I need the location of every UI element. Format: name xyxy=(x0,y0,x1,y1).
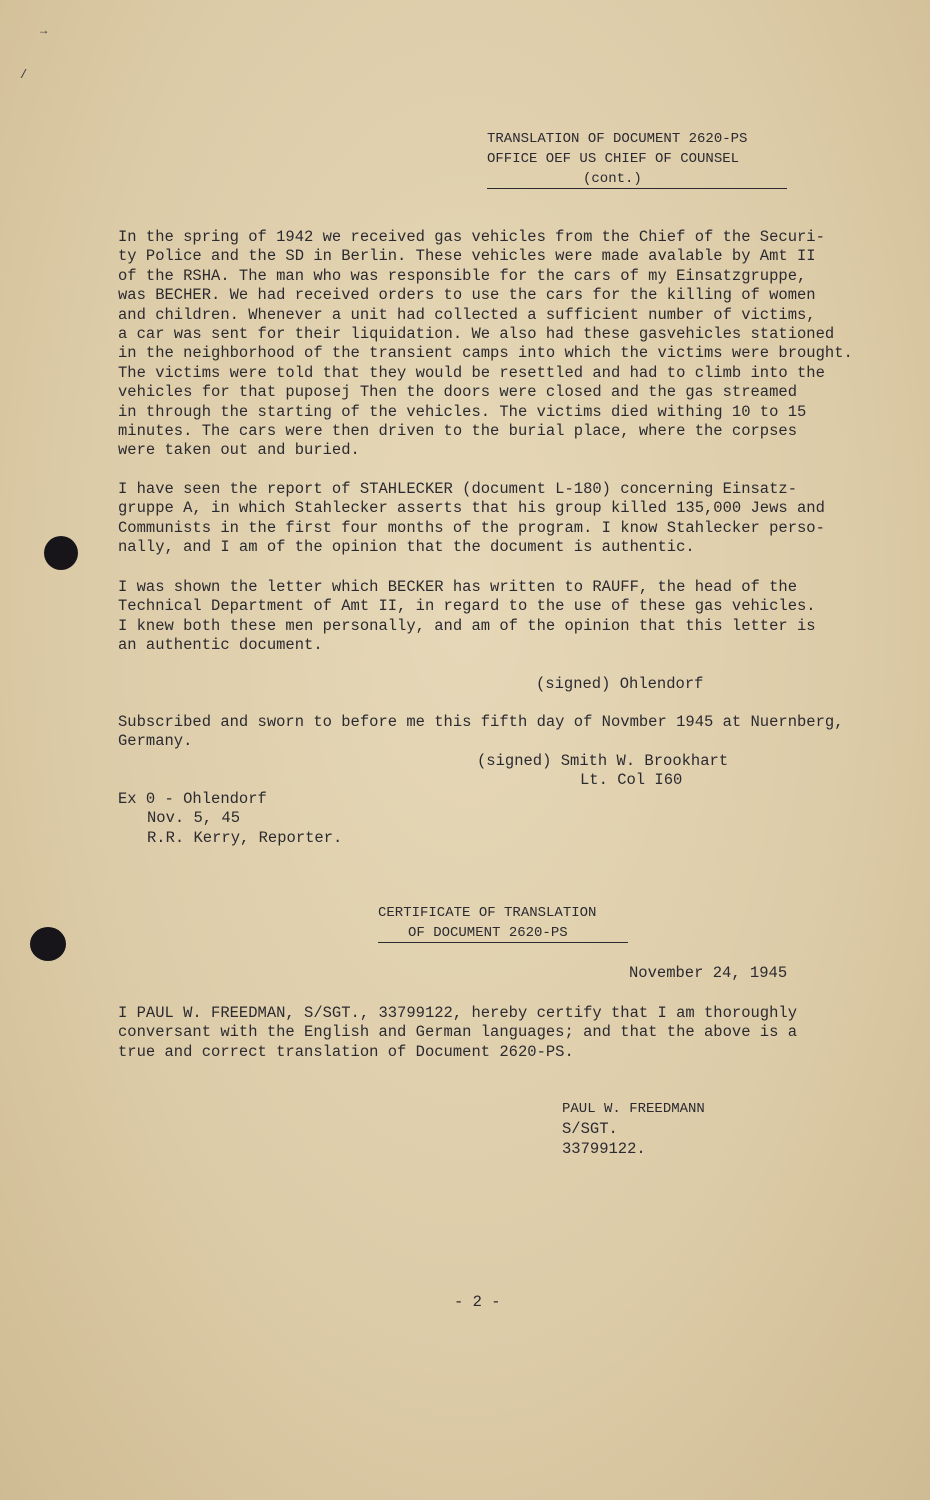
punch-hole xyxy=(44,536,78,570)
text-line: I PAUL W. FREEDMAN, S/SGT., 33799122, hereby certify that I am thoroughly xyxy=(118,1004,798,1022)
text-line: gruppe A, in which Stahlecker asserts that his group killed 135,000 Jews and xyxy=(118,499,825,518)
page-number: - 2 - xyxy=(454,1293,501,1311)
text-line: nally, and I am of the opinion that the document is authentic. xyxy=(118,538,695,557)
text-line: I have seen the report of STAHLECKER (document L-180) concerning Einsatz- xyxy=(118,480,798,498)
text-line: vehicles for that puposej Then the doors were closed and the gas streamed xyxy=(118,383,798,402)
header-office: OFFICE OEF US CHIEF OF COUNSEL xyxy=(487,151,740,167)
translator-rank: S/SGT. xyxy=(562,1120,618,1138)
text-line: Communists in the first four months of the program. I know Stahlecker perso- xyxy=(118,518,825,537)
text-line: conversant with the English and German languages; and that the above is a xyxy=(118,1023,798,1042)
punch-hole xyxy=(30,927,66,961)
sworn-signer: (signed) Smith W. Brookhart xyxy=(477,752,729,770)
text-line: an authentic document. xyxy=(118,636,323,655)
certificate-subtitle: OF DOCUMENT 2620-PS xyxy=(408,925,568,941)
text-line: minutes. The cars were then driven to the burial place, where the corpses xyxy=(118,422,798,441)
text-line: and children. Whenever a unit had collected a sufficient number of victims, xyxy=(118,305,816,324)
exhibit-date: Nov. 5, 45 xyxy=(147,809,241,827)
text-line: I knew both these men personally, and am of the opinion that this letter is xyxy=(118,616,816,635)
translator-name: PAUL W. FREEDMANN xyxy=(562,1101,705,1117)
certificate-date: November 24, 1945 xyxy=(629,964,788,982)
header-title: TRANSLATION OF DOCUMENT 2620-PS xyxy=(487,131,748,147)
text-line: true and correct translation of Document 2620-PS. xyxy=(118,1042,574,1061)
corner-mark: → xyxy=(40,24,48,38)
header-underline xyxy=(487,188,787,189)
sworn-line: Germany. xyxy=(118,732,193,750)
certificate-underline xyxy=(378,942,628,943)
paragraph-becker-letter xyxy=(118,578,898,656)
text-line: in the neighborhood of the transient camps into which the victims were brought. xyxy=(118,344,853,363)
text-line: were taken out and buried. xyxy=(118,441,360,460)
exhibit-reporter: R.R. Kerry, Reporter. xyxy=(147,829,343,847)
paragraph-stahlecker-report xyxy=(118,480,898,558)
text-line: In the spring of 1942 we received gas vehicles from the Chief of the Securi- xyxy=(118,228,825,246)
header-cont: (cont.) xyxy=(583,171,642,187)
text-line: Technical Department of Amt II, in regard to the use of these gas vehicles. xyxy=(118,597,816,616)
text-line: was BECHER. We had received orders to use the cars for the killing of women xyxy=(118,286,816,305)
text-line: a car was sent for their liquidation. We also had these gasvehicles stationed xyxy=(118,325,835,344)
text-line: The victims were told that they would be resettled and had to climb into the xyxy=(118,363,825,382)
paragraph-gas-vehicles xyxy=(118,228,898,461)
certificate-title: CERTIFICATE OF TRANSLATION xyxy=(378,905,597,921)
exhibit-label: Ex 0 - Ohlendorf xyxy=(118,790,267,808)
certificate-text xyxy=(118,1004,898,1062)
sworn-rank: Lt. Col I60 xyxy=(580,771,683,789)
text-line: I was shown the letter which BECKER has written to RAUFF, the head of the xyxy=(118,578,798,596)
text-line: of the RSHA. The man who was responsible for the cars of my Einsatzgruppe, xyxy=(118,266,807,285)
sworn-line: Subscribed and sworn to before me this fifth day of Novmber 1945 at Nuernberg, xyxy=(118,713,844,731)
signed-ohlendorf: (signed) Ohlendorf xyxy=(536,675,704,693)
translator-number: 33799122. xyxy=(562,1140,646,1158)
text-line: ty Police and the SD in Berlin. These vehicles were made avalable by Amt II xyxy=(118,247,816,266)
corner-mark: / xyxy=(20,68,28,82)
text-line: in through the starting of the vehicles. The victims died withing 10 to 15 xyxy=(118,402,807,421)
